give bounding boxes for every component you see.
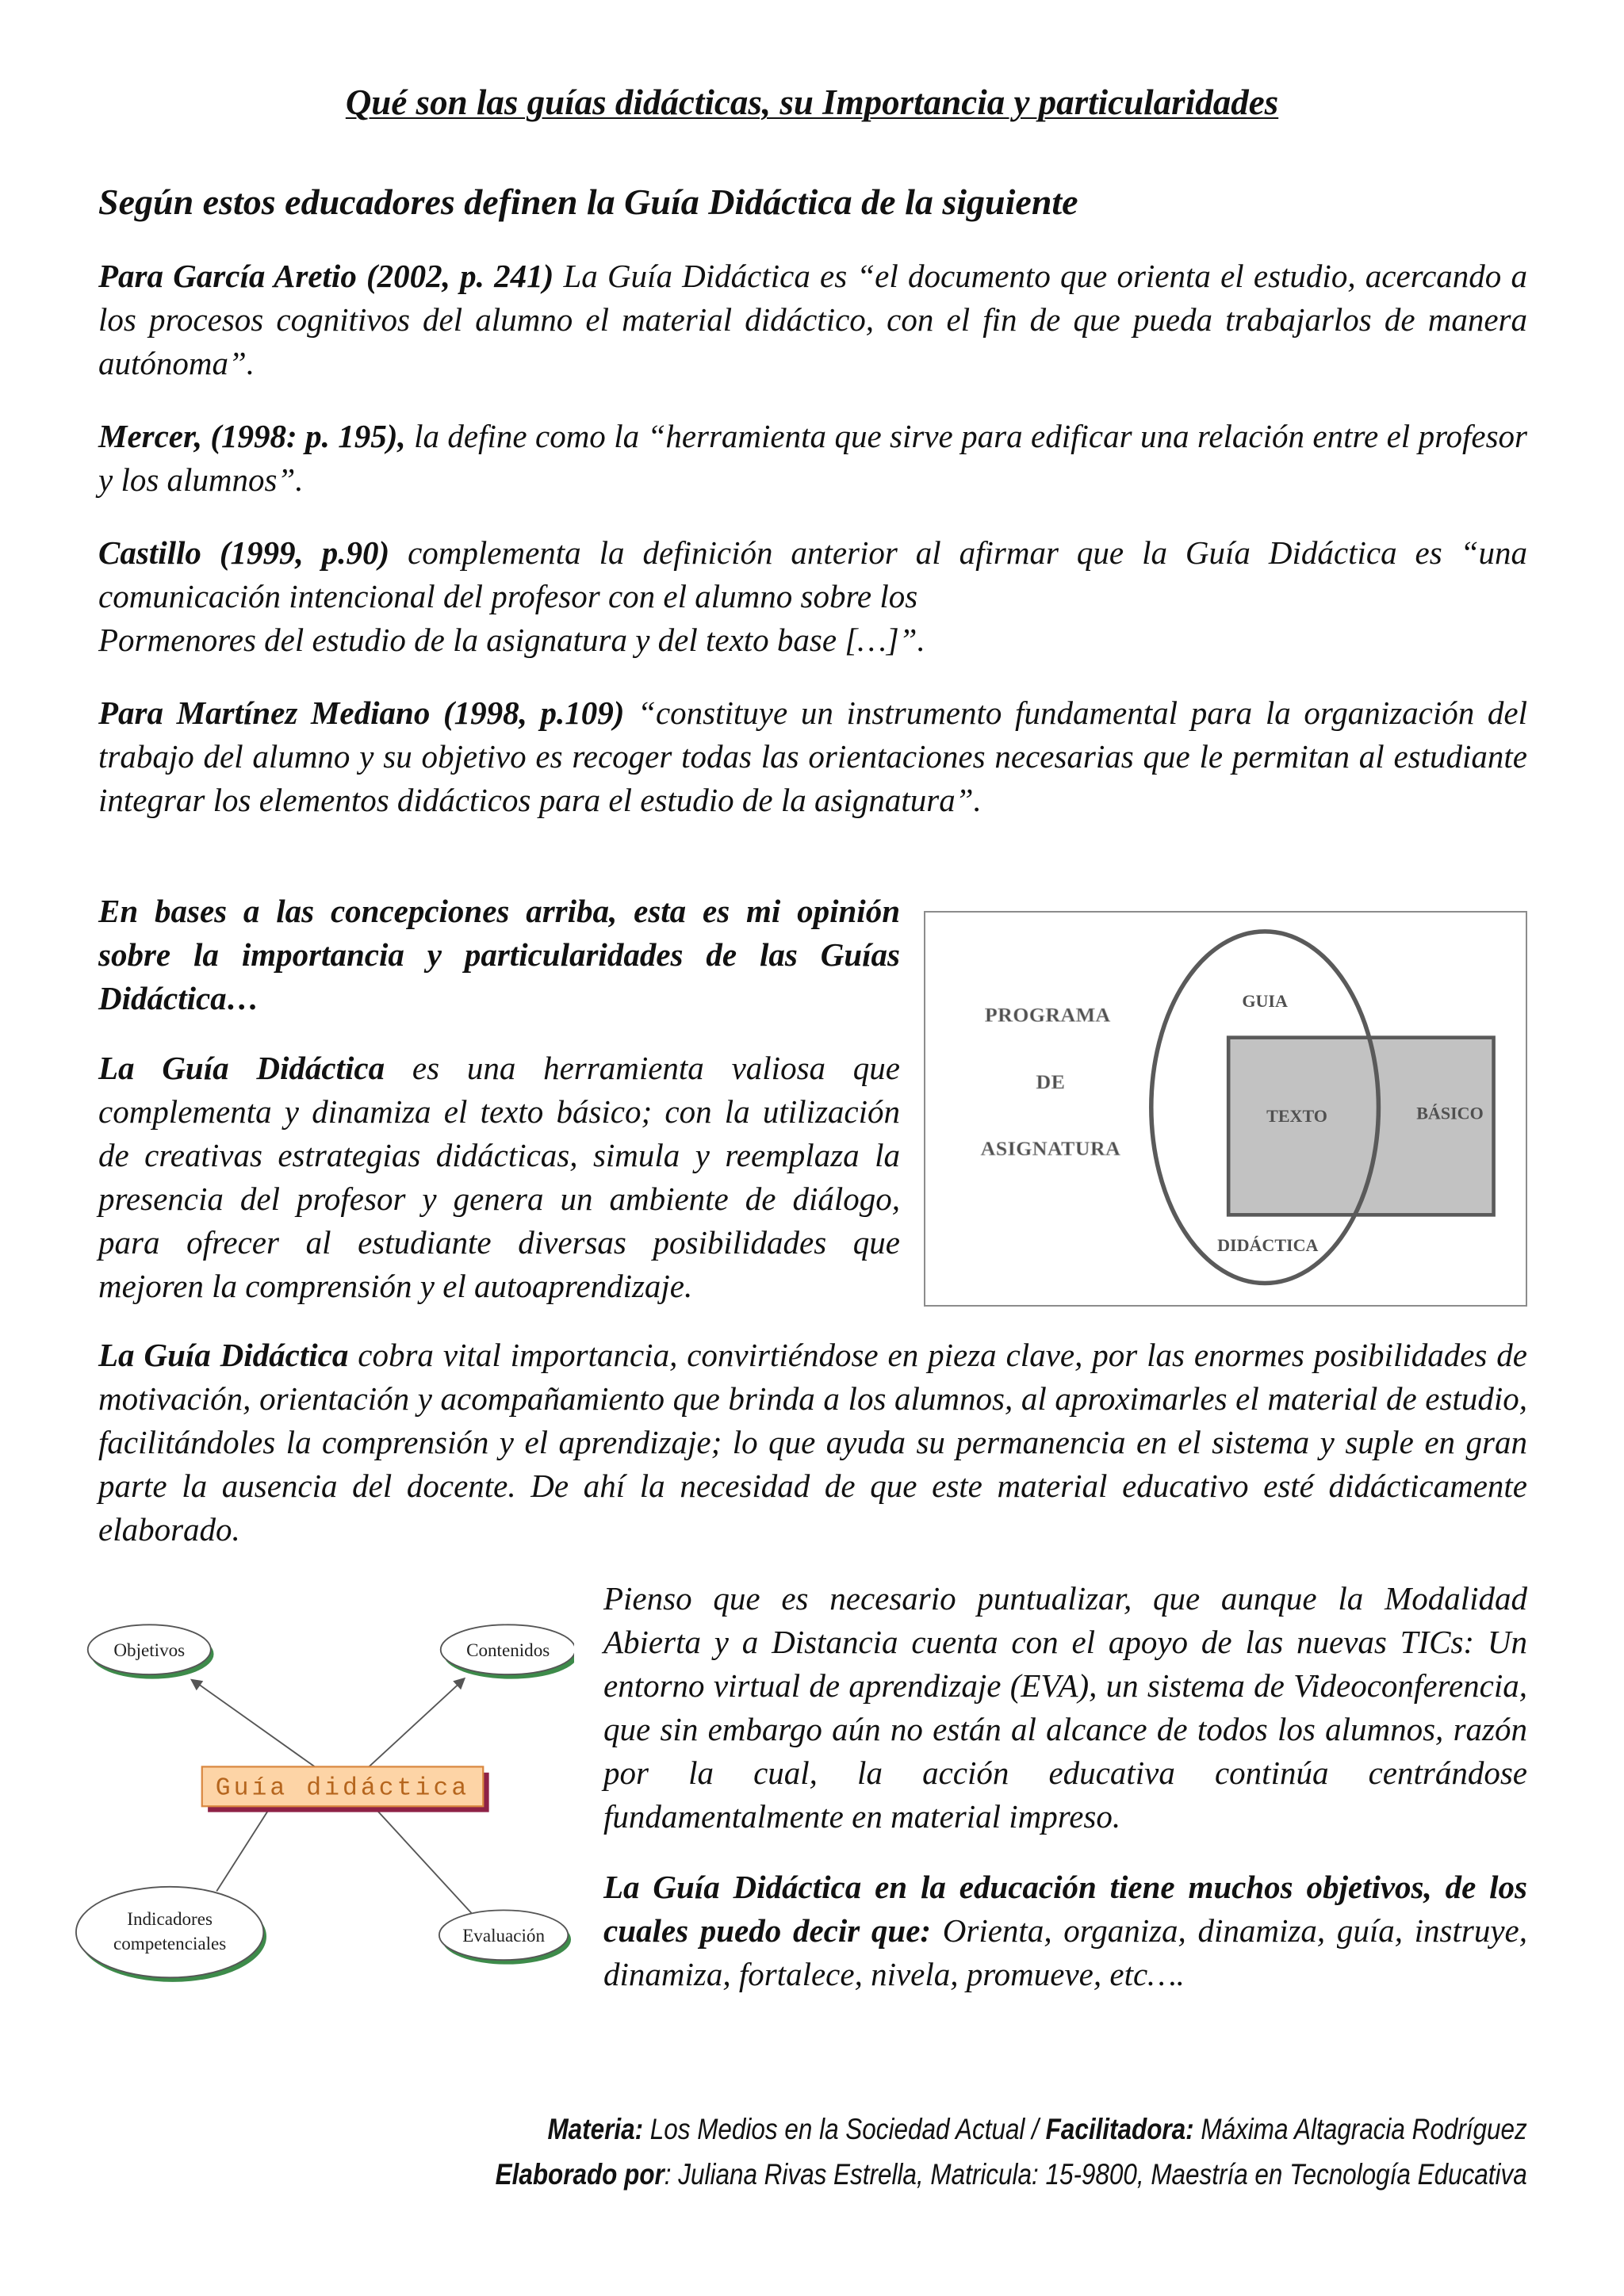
definition-castillo bbox=[98, 531, 1527, 662]
importance-text: cobra vital importancia, convirtiéndose en pieza clave, por las enormes posibilidades de motivación, orientación y acompañamiento que brinda a los alumnos, al aproximarles el material de estudio, facilitándoles la comprensión y el aprendizaje; lo que ayuda su permanencia en el sistema y suple en gran parte la ausencia del docente. De ahí la necesidad de que este material educativo esté didácticamente elaborado. bbox=[98, 1337, 1527, 1548]
definition-text: “constituye un instrumento fundamental para la organización del trabajo del alumno y su objetivo es recoger todas las orientaciones necesarias que le permitan al estudiante integrar los elementos didácticos para el estudio de la asignatura”. bbox=[98, 695, 1527, 818]
node-evaluacion-label: Evaluación bbox=[462, 1925, 546, 1946]
footer-facilitator-label: Facilitadora: bbox=[1045, 2113, 1194, 2145]
center-node-label: Guía didáctica bbox=[215, 1774, 470, 1803]
document-body bbox=[98, 178, 1527, 1999]
opinion-text: es una herramienta valiosa que complementa y dinamiza el texto básico; con la utilización de creativas estrategias didácticas, simula y reemplaza la presencia del profesor y genera un ambiente de diálogo, para ofrecer al estudiante diversas posibilidades que mejoren la comprensión y el autoaprendizaje. bbox=[98, 1050, 901, 1304]
definition-martinez-mediano bbox=[98, 691, 1527, 822]
venn-label-de: DE bbox=[1036, 1070, 1066, 1093]
tics-column bbox=[603, 1577, 1527, 1996]
definition-mercer bbox=[98, 415, 1527, 502]
definition-author: Para García Aretio (2002, p. 241) bbox=[98, 258, 554, 294]
venn-label-basico: BÁSICO bbox=[1416, 1103, 1484, 1123]
venn-diagram-frame bbox=[924, 911, 1527, 1307]
connector-objetivos bbox=[193, 1680, 315, 1766]
definition-text: La Guía Didáctica es “el documento que orienta el estudio, acercando a los procesos cognitivos del alumno el material didáctico, con el fin de que pueda trabajarlos de manera autónoma”. bbox=[98, 258, 1527, 381]
definition-garcia-aretio bbox=[98, 254, 1527, 385]
footer-subject-label: Materia: bbox=[547, 2113, 644, 2145]
node-indicadores-ellipse bbox=[76, 1887, 263, 1977]
concept-map-diagram bbox=[73, 1590, 574, 1999]
page-title: Qué son las guías didácticas, su Importancia y particularidades bbox=[345, 82, 1279, 122]
venn-label-didactica: DIDÁCTICA bbox=[1217, 1235, 1319, 1256]
venn-label-texto: TEXTO bbox=[1266, 1106, 1327, 1126]
footer-author-label: Elaborado por bbox=[495, 2158, 665, 2191]
footer-subject: Los Medios en la Sociedad Actual / bbox=[650, 2113, 1040, 2145]
venn-label-programa: PROGRAMA bbox=[984, 1003, 1111, 1027]
opinion-paragraph bbox=[98, 1047, 900, 1308]
node-contenidos-label: Contenidos bbox=[466, 1640, 550, 1661]
document-footer bbox=[496, 2107, 1527, 2197]
footer-author-line bbox=[496, 2152, 1527, 2197]
opinion-lead: La Guía Didáctica bbox=[98, 1050, 385, 1086]
definition-text-continued: Pormenores del estudio de la asignatura y del texto base […]”. bbox=[98, 622, 925, 658]
connector-evaluacion bbox=[373, 1806, 472, 1913]
node-indicadores-label-line1: Indicadores bbox=[127, 1908, 213, 1929]
node-indicadores-label-line2: competenciales bbox=[113, 1933, 227, 1954]
opinion-column bbox=[98, 890, 900, 1308]
definition-author: Para Martínez Mediano (1998, p.109) bbox=[98, 695, 625, 731]
definition-text: complementa la definición anterior al afirmar que la Guía Didáctica es “una comunicación intencional del profesor con el alumno sobre los bbox=[98, 534, 1527, 614]
objectives-text: Orienta, organiza, dinamiza, guía, instruye, dinamiza, fortalece, nivela, promueve, etc…. bbox=[603, 1912, 1528, 1992]
arrowhead-objetivos bbox=[190, 1679, 203, 1691]
importance-paragraph bbox=[98, 1334, 1527, 1552]
venn-label-asignatura: ASIGNATURA bbox=[980, 1137, 1121, 1161]
footer-author: : Juliana Rivas Estrella, Matricula: 15-9800, Maestría en Tecnología Educativa bbox=[665, 2158, 1527, 2191]
objectives-lead: La Guía Didáctica en la educación tiene muchos objetivos, de los cuales puedo decir que: bbox=[603, 1869, 1527, 1949]
venn-diagram bbox=[925, 913, 1526, 1305]
footer-facilitator: Máxima Altagracia Rodríguez bbox=[1201, 2113, 1527, 2145]
objectives-paragraph bbox=[603, 1866, 1527, 1996]
footer-subject-line bbox=[496, 2107, 1527, 2152]
connector-contenidos bbox=[369, 1680, 462, 1766]
tics-paragraph: Pienso que es necesario puntualizar, que aunque la Modalidad Abierta y a Distancia cuenta con el apoyo de las nuevas TICs: Un entorno virtual de aprendizaje (EVA), un sistema de Videoconferencia, que sin embargo aún no están al alcance de todos los alumnos, razón por la cual, la acción educativa continúa centrándose fundamentalmente en material impreso. bbox=[603, 1580, 1527, 1835]
texto-basico-rectangle bbox=[1228, 1038, 1493, 1215]
definition-author: Castillo (1999, p.90) bbox=[98, 534, 390, 571]
section-subtitle: Según estos educadores definen la Guía Didáctica de la siguiente bbox=[98, 182, 1078, 222]
concept-map-section bbox=[98, 1577, 1527, 1999]
definition-text: la define como la “herramienta que sirve para edificar una relación entre el profesor y los alumnos”. bbox=[98, 418, 1528, 498]
connector-indicadores bbox=[216, 1806, 270, 1891]
opinion-intro: En bases a las concepciones arriba, esta es mi opinión sobre la importancia y particularidades de las Guías Didáctica… bbox=[98, 893, 900, 1016]
node-objetivos-label: Objetivos bbox=[113, 1640, 186, 1661]
importance-lead: La Guía Didáctica bbox=[98, 1337, 349, 1373]
definition-author: Mercer, (1998: p. 195), bbox=[98, 418, 406, 454]
opinion-section bbox=[98, 890, 1527, 1308]
venn-label-guia: GUIA bbox=[1242, 991, 1288, 1012]
